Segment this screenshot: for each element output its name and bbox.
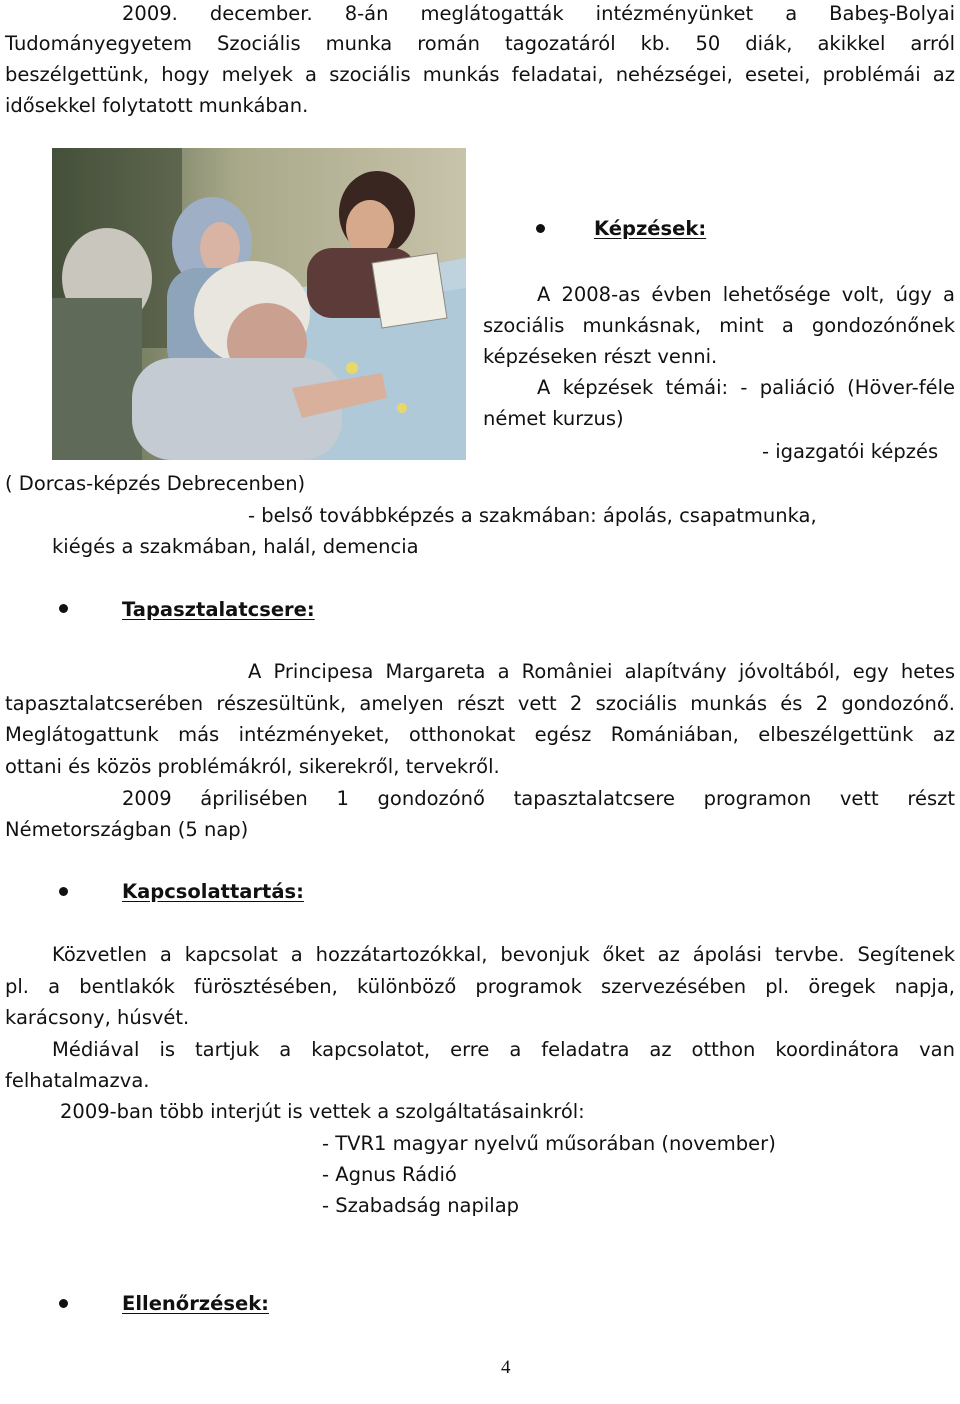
media-list-item: - TVR1 magyar nyelvű műsorában (november) (322, 1132, 776, 1155)
kapcsolattartas-line-2: pl. a bentlakók fürösztésében, különböző programok szervezésében pl. öregek napja, (5, 975, 955, 998)
bullet-dot-icon (59, 887, 68, 896)
kapcsolattartas-line-5: felhatalmazva. (5, 1069, 150, 1092)
kapcsolattartas-line-6: 2009-ban több interjút is vettek a szolgáltatásainkról: (60, 1100, 585, 1123)
kepzesek-line-3: képzéseken részt venni. (483, 345, 718, 368)
ellenorzesek-heading: Ellenőrzések: (122, 1292, 269, 1315)
intro-line-4: idősekkel folytatott munkában. (5, 94, 309, 117)
intro-line-1: 2009. december. 8-án meglátogatták intézményünket a Babeş-Bolyai (122, 2, 955, 25)
tapasztalatcsere-heading: Tapasztalatcsere: (122, 598, 315, 621)
intro-line-3: beszélgettünk, hogy melyek a szociális munkás feladatai, nehézségei, esetei, problémái az (5, 63, 955, 86)
kepzesek-line-5: német kurzus) (483, 407, 624, 430)
bullet-dot-icon (59, 604, 68, 613)
bullet-dot-icon (59, 1299, 68, 1308)
kepzesek-line-8: - belső továbbképzés a szakmában: ápolás, csapatmunka, (248, 504, 817, 527)
tapasztalatcsere-line-6: Németországban (5 nap) (5, 818, 249, 841)
bullet-dot-icon (536, 224, 545, 233)
kepzesek-line-4: A képzések témái: - paliáció (Höver-féle (537, 376, 955, 399)
tapasztalatcsere-line-2: tapasztalatcserében részesültünk, amelyen részt vett 2 szociális munkás és 2 gondozónő. (5, 692, 955, 715)
intro-line-2: Tudományegyetem Szociális munka román tagozatáról kb. 50 diák, akikkel arról (5, 32, 955, 55)
kapcsolattartas-line-1: Közvetlen a kapcsolat a hozzátartozókkal, bevonjuk őket az ápolási tervbe. Segítenek (52, 943, 955, 966)
media-list-item: - Agnus Rádió (322, 1163, 457, 1186)
media-list-item: - Szabadság napilap (322, 1194, 520, 1217)
page-number: 4 (501, 1357, 511, 1378)
tapasztalatcsere-line-4: ottani és közös problémákról, sikerekről, tervekről. (5, 755, 500, 778)
kepzesek-line-9: kiégés a szakmában, halál, demencia (52, 535, 419, 558)
photo-elderly-residents-with-caregiver (52, 148, 466, 460)
kepzesek-heading: Képzések: (594, 217, 707, 240)
kepzesek-line-1: A 2008-as évben lehetősége volt, úgy a (537, 283, 955, 306)
tapasztalatcsere-line-3: Meglátogattunk más intézményeket, otthonokat egész Romániában, elbeszélgettünk az (5, 723, 955, 746)
kepzesek-line-6: - igazgatói képzés (762, 440, 939, 463)
kapcsolattartas-heading: Kapcsolattartás: (122, 880, 304, 903)
kapcsolattartas-line-3: karácsony, húsvét. (5, 1006, 190, 1029)
tapasztalatcsere-line-5: 2009 áprilisében 1 gondozónő tapasztalatcsere programon vett részt (122, 787, 955, 810)
kapcsolattartas-line-4: Médiával is tartjuk a kapcsolatot, erre a feladatra az otthon koordinátora van (52, 1038, 955, 1061)
kepzesek-line-2: szociális munkásnak, mint a gondozónőnek (483, 314, 955, 337)
kepzesek-line-7: ( Dorcas-képzés Debrecenben) (5, 472, 306, 495)
tapasztalatcsere-line-1: A Principesa Margareta a României alapítvány jóvoltából, egy hetes (248, 660, 955, 683)
